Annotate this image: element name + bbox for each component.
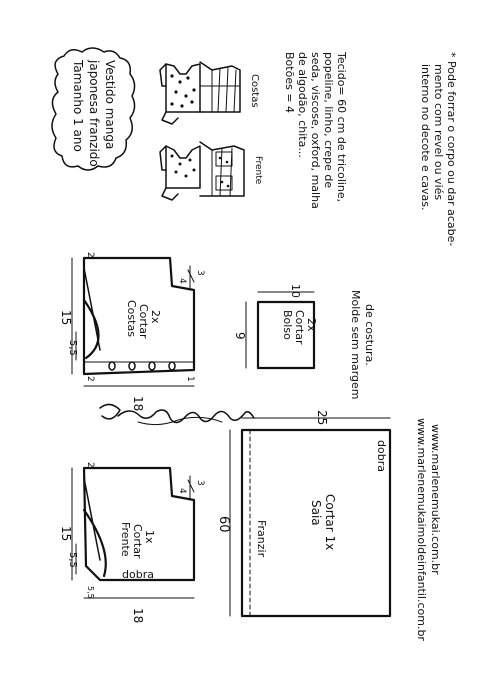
back-dim-length: 18: [131, 396, 145, 412]
front-dim-width: 15: [59, 526, 73, 542]
front-dim-side-top: 3: [195, 480, 205, 486]
seam-note-line-2: de costura.: [363, 304, 376, 366]
fabric-line-2: popeline, linho, crepe de: [322, 52, 335, 189]
front-dim-armhole: 4: [177, 488, 187, 494]
pocket-piece: [233, 284, 318, 368]
pocket-label-3: 2x: [305, 318, 318, 332]
fabric-line-4: de algodão, chita...: [296, 52, 309, 158]
front-fold-label: dobra: [122, 568, 154, 581]
front-dim-neck-drop: 5,5: [67, 552, 78, 568]
skirt-fold-label: dobra: [375, 440, 388, 472]
fabric-line-3: seda, viscose, oxford, malha: [309, 52, 322, 209]
back-dim-bottom-right: 1: [185, 376, 195, 382]
fabric-line-1: Tecido= 60 cm de tricoline,: [335, 52, 348, 203]
title-line-3: Tamanho 1 ano: [71, 60, 85, 152]
back-view-label: Costas: [249, 74, 260, 108]
footnote-line-3: interno no decote e cavas.: [419, 64, 432, 211]
skirt-label-1: Saia: [309, 500, 323, 526]
skirt-dim-width: 25: [315, 410, 329, 426]
website-line-1[interactable]: www.marlenemukaimoldeinfantil.com.br: [415, 418, 428, 641]
front-piece-label-3: 1x: [143, 530, 156, 544]
back-dim-bottom-left: 2: [85, 376, 95, 382]
footnote: [419, 52, 458, 246]
front-dim-length: 18: [131, 608, 145, 624]
front-view-sketch: [160, 142, 263, 200]
seam-note-line-1: Molde sem margem: [349, 290, 362, 400]
website-line-2[interactable]: www.marlenemukai.com.br: [429, 424, 442, 575]
fabric-notes: [283, 51, 348, 209]
front-piece-label-2: Cortar: [131, 524, 144, 559]
skirt-gather-label: Franzir: [255, 520, 268, 558]
pocket-label-2: Cortar: [293, 310, 306, 345]
back-piece-label-3: 2x: [149, 310, 162, 324]
back-buttons: [109, 362, 175, 370]
skirt-label-2: Cortar 1x: [323, 494, 337, 551]
pocket-dim-width: 9: [233, 332, 247, 340]
back-piece-label-1: Costas: [125, 300, 138, 337]
footnote-line-1: * Pode forrar o corpo ou dar acabe-: [445, 52, 458, 247]
signature: [100, 404, 254, 424]
front-dim-top: 2: [85, 462, 95, 468]
back-view-sketch: [160, 62, 260, 124]
footnote-line-2: mento com revel ou viés: [432, 64, 445, 201]
fabric-line-5: Botões = 4: [283, 52, 296, 114]
pocket-dim-height: 10: [289, 284, 302, 298]
back-dim-side-top: 3: [195, 270, 205, 276]
front-dim-neck-width: 5,5: [86, 586, 95, 599]
title-line-1: Vestido manga: [103, 60, 117, 150]
back-piece-label-2: Cortar: [137, 304, 150, 339]
title-line-2: japonesa franzido: [87, 60, 101, 167]
front-view-label: Frente: [253, 156, 263, 185]
back-dim-width: 15: [59, 310, 73, 326]
front-bodice-piece: [59, 462, 205, 623]
title-block: [52, 48, 135, 170]
back-dim-neck-drop: 5,5: [67, 340, 78, 356]
skirt-piece: [216, 410, 390, 616]
back-dim-top: 2: [85, 252, 95, 258]
website-links: [415, 418, 442, 641]
pocket-label-1: Bolso: [281, 310, 294, 340]
seam-note: [349, 290, 376, 399]
front-piece-label-1: Frente: [119, 522, 132, 557]
skirt-dim-length: 60: [216, 516, 231, 533]
back-bodice-piece: [59, 252, 205, 411]
back-dim-armhole: 4: [177, 278, 187, 284]
